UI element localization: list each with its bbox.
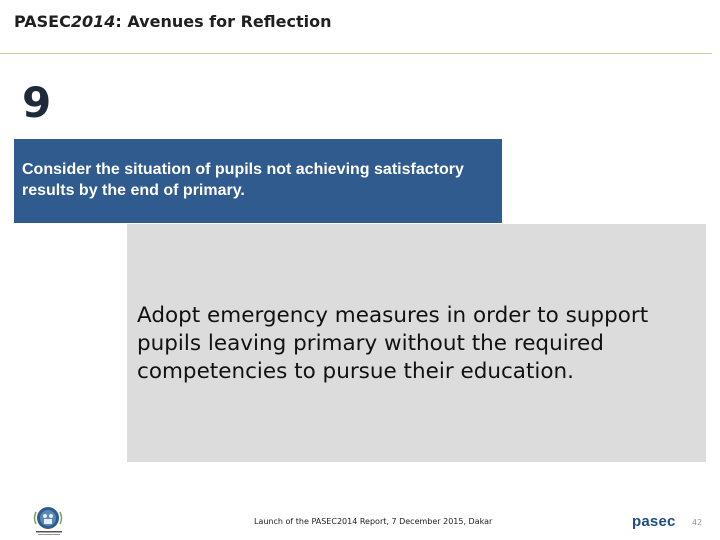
recommendation-text: Adopt emergency measures in order to support pupils leaving primary without the required competencies to pursue their education. [137,303,649,384]
institution-seal-icon [30,504,70,536]
pasec-logo: pasec [632,513,676,530]
page-number: 42 [692,518,703,527]
question-text: Consider the situation of pupils not achieving satisfactory results by the end of primary. [22,161,464,199]
slide-number: 9 [22,78,52,127]
header-title [14,12,331,31]
header-brand-year: 2014 [70,12,116,31]
question-box [14,139,502,223]
header-title-suffix: : Avenues for Reflection [115,12,332,31]
header-divider [0,53,712,54]
footer-caption: Launch of the PASEC2014 Report, 7 December 2015, Dakar [254,517,493,526]
header-brand-prefix: PASEC [14,12,71,31]
recommendation-box [127,224,706,462]
